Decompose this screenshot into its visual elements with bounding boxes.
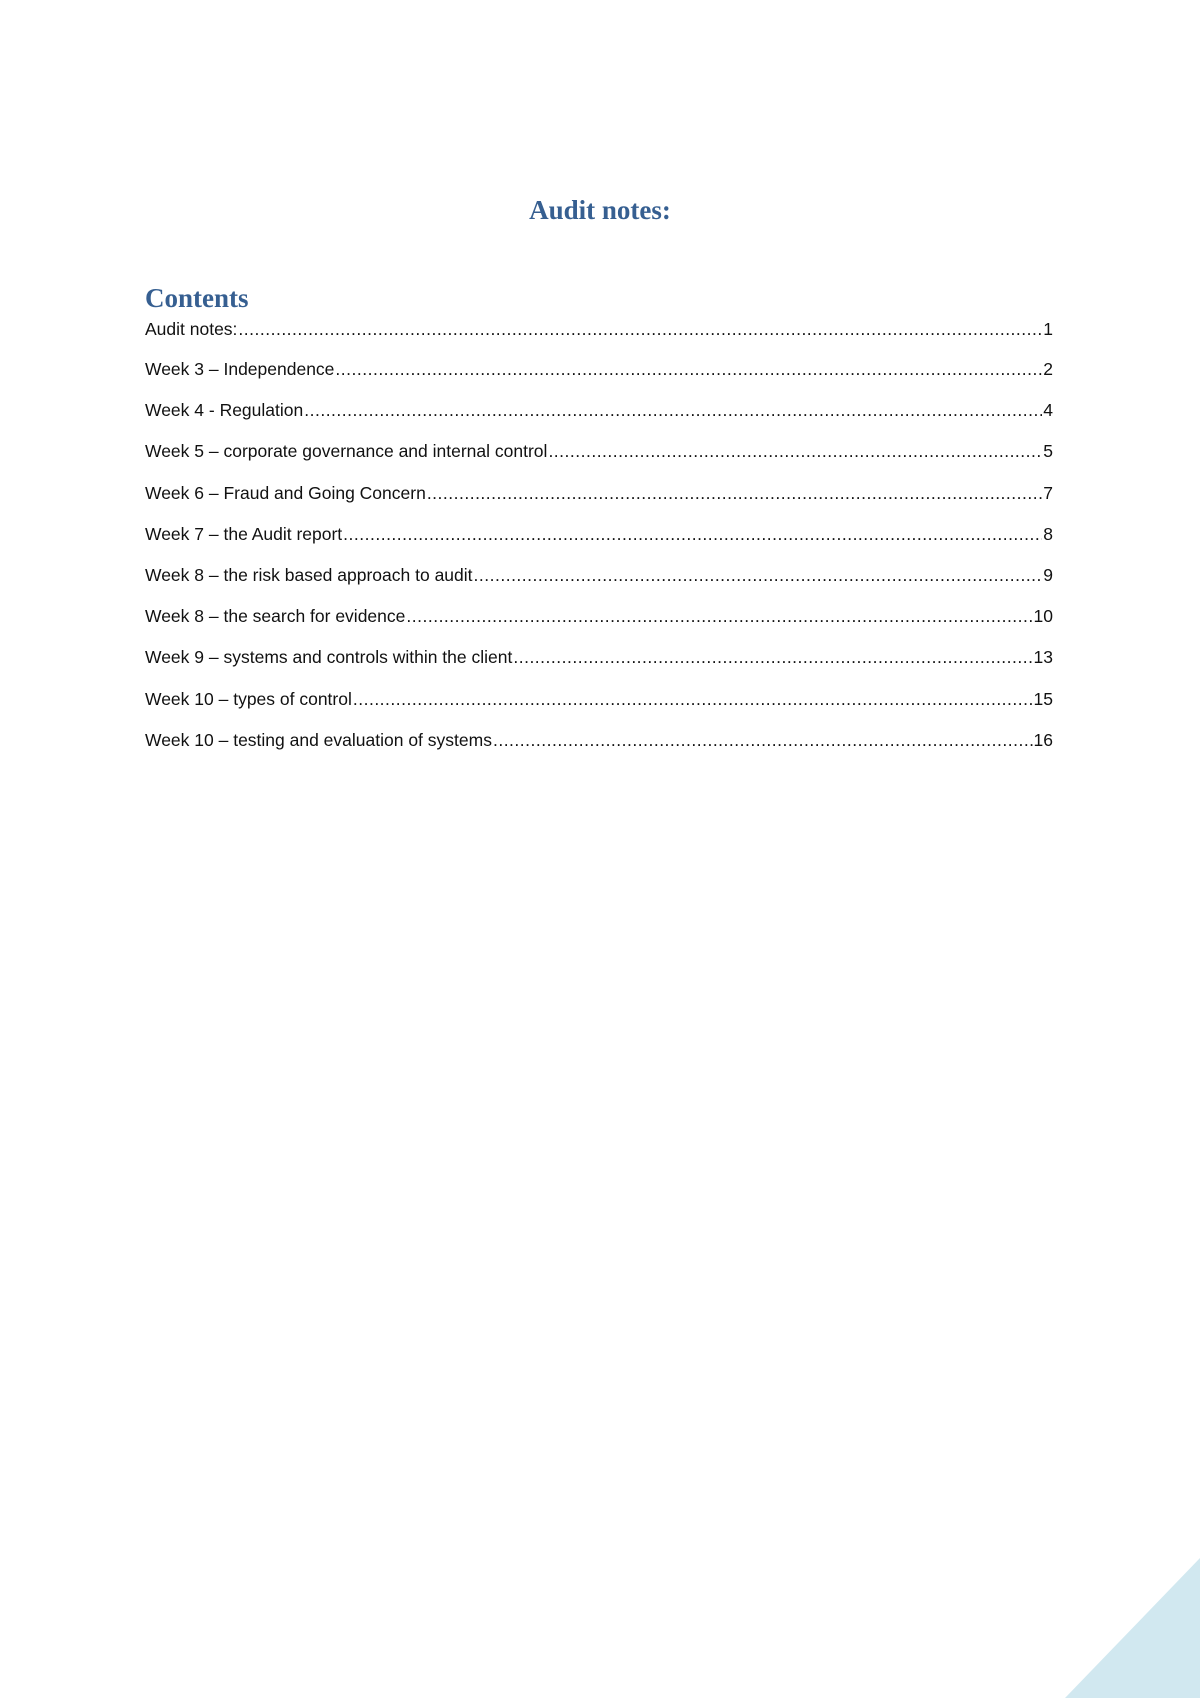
toc-entry-title: Week 8 – the risk based approach to audit xyxy=(145,564,473,585)
toc-page-number: 15 xyxy=(1033,688,1053,709)
toc-entry-title: Week 9 – systems and controls within the client xyxy=(145,647,513,668)
corner-accent-shape xyxy=(1065,1558,1200,1698)
toc-entry-title: Audit notes: xyxy=(145,319,238,339)
document-title: Audit notes: xyxy=(529,195,671,225)
toc-heading: Contents xyxy=(145,283,249,313)
toc-entry-title: Week 5 – corporate governance and internal control xyxy=(145,441,548,462)
toc-entry[interactable] xyxy=(145,316,1053,356)
toc-dot-leader xyxy=(474,562,1043,588)
toc-entry[interactable] xyxy=(145,356,1053,397)
toc-page-number: 1 xyxy=(1043,319,1053,339)
toc-page-number: 7 xyxy=(1043,482,1053,503)
toc-dot-leader xyxy=(513,644,1032,670)
toc-page-number: 2 xyxy=(1043,359,1053,379)
toc-page-number: 5 xyxy=(1043,441,1053,462)
toc-dot-leader xyxy=(238,316,1042,342)
toc-dot-leader xyxy=(406,603,1032,629)
toc-entry-title: Week 8 – the search for evidence xyxy=(145,606,406,627)
toc-entry-title: Week 6 – Fraud and Going Concern xyxy=(145,482,426,503)
toc-page-number: 10 xyxy=(1033,606,1053,627)
toc-entry[interactable] xyxy=(145,603,1053,644)
toc-dot-leader xyxy=(427,480,1042,506)
toc-entry-title: Week 4 - Regulation xyxy=(145,400,304,421)
toc-entry-title: Week 3 – Independence xyxy=(145,359,335,379)
toc-entry[interactable] xyxy=(145,438,1053,479)
toc-entry[interactable] xyxy=(145,480,1053,521)
toc-entry[interactable] xyxy=(145,397,1053,438)
toc-page-number: 16 xyxy=(1033,729,1053,750)
toc-page-number: 8 xyxy=(1043,523,1053,544)
toc-dot-leader xyxy=(304,397,1042,423)
toc-list xyxy=(145,316,1053,768)
toc-dot-leader xyxy=(343,521,1042,547)
toc-entry[interactable] xyxy=(145,727,1053,768)
toc-page-number: 9 xyxy=(1043,564,1053,585)
toc-entry[interactable] xyxy=(145,521,1053,562)
toc-entry[interactable] xyxy=(145,686,1053,727)
toc-dot-leader xyxy=(353,686,1033,712)
toc-entry[interactable] xyxy=(145,644,1053,685)
toc-dot-leader xyxy=(335,356,1042,382)
toc-dot-leader xyxy=(493,727,1033,753)
toc-page-number: 13 xyxy=(1033,647,1053,668)
toc-entry-title: Week 10 – testing and evaluation of systems xyxy=(145,729,492,750)
toc-page-number: 4 xyxy=(1043,400,1053,421)
toc-entry-title: Week 7 – the Audit report xyxy=(145,523,343,544)
toc-entry[interactable] xyxy=(145,562,1053,603)
table-of-contents xyxy=(145,280,1053,768)
toc-dot-leader xyxy=(548,438,1042,464)
toc-entry-title: Week 10 – types of control xyxy=(145,688,352,709)
